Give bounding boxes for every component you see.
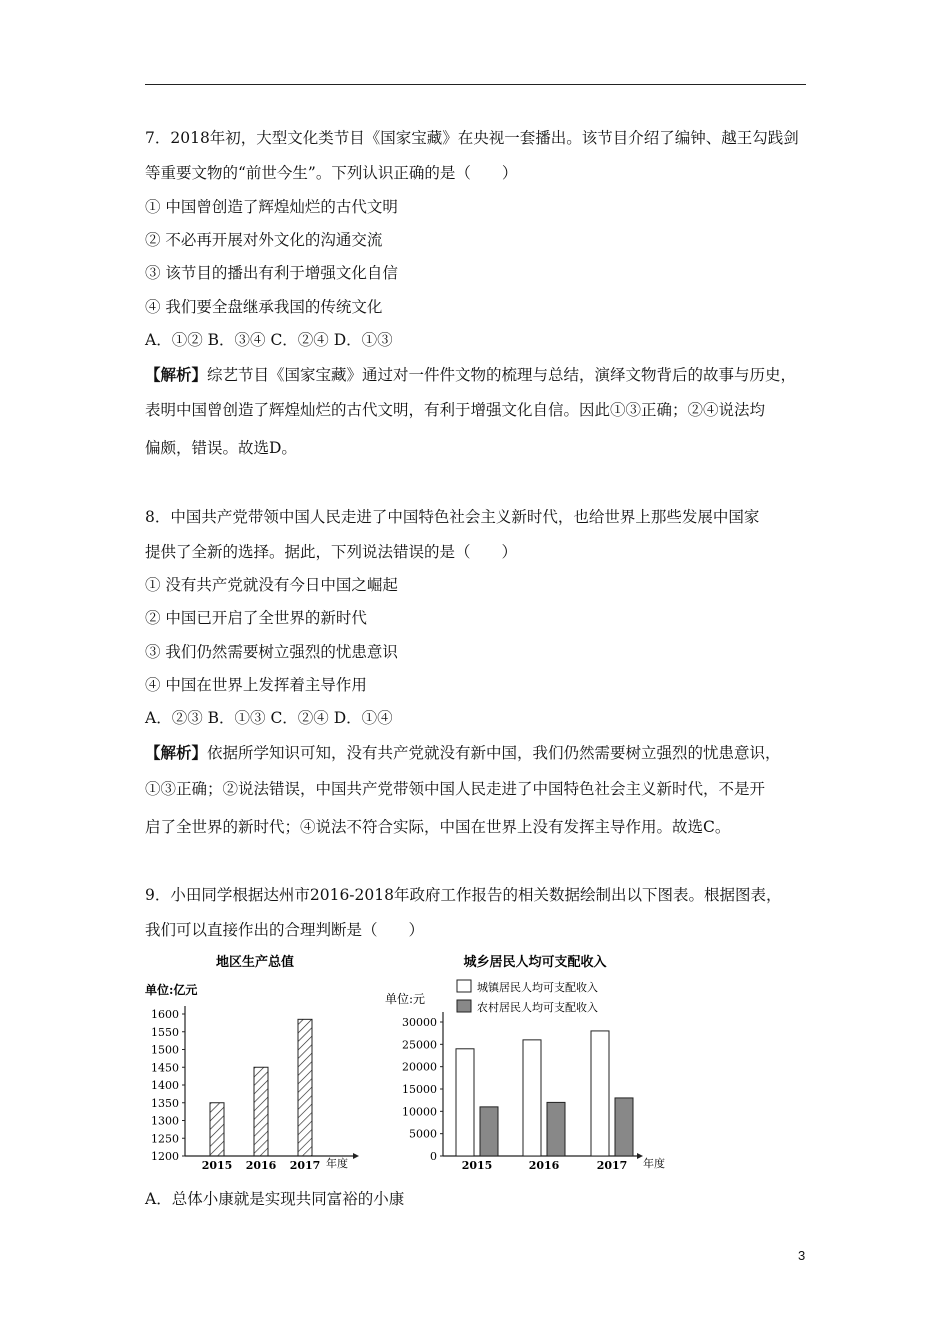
q9-option-a: A．总体小康就是实现共同富裕的小康 (145, 1190, 405, 1208)
income-y-tick-label: 15000 (402, 1083, 437, 1096)
income-y-tick-label: 10000 (402, 1105, 437, 1119)
q9-stem-line1: 9．小田同学根据达州市2016-2018年政府工作报告的相关数据绘制出以下图表。根据图表， (145, 886, 782, 904)
q7-stem-line2: 等重要文物的“前世今生”。下列认识正确的是（ ） (145, 164, 518, 182)
income-chart-xlabel: 年度 (643, 1157, 665, 1170)
income-x-tick-label: 2015 (461, 1159, 493, 1172)
legend-urban-label: 城镇居民人均可支配收入 (477, 981, 598, 994)
q8-option-1: ① 没有共产党就没有今日中国之崛起 (145, 576, 398, 594)
page-number: 3 (798, 1248, 806, 1263)
q7-option-1: ① 中国曾创造了辉煌灿烂的古代文明 (145, 198, 398, 216)
income-chart-ylabel: 单位:元 (385, 992, 426, 1006)
q7-stem-line1: 7．2018年初，大型文化类节目《国家宝藏》在央视一套播出。该节目介绍了编钟、越王勾践剑 (145, 129, 799, 147)
income-urban-bar (591, 1031, 609, 1156)
income-rural-bar (615, 1098, 633, 1156)
q8-analysis-line2: ①③正确；②说法错误，中国共产党带领中国人民走进了中国特色社会主义新时代，不是开 (145, 780, 766, 798)
gdp-y-tick-label: 1300 (151, 1114, 179, 1128)
gdp-bar (210, 1103, 224, 1156)
q8-stem-line2: 提供了全新的选择。据此，下列说法错误的是（ ） (145, 543, 518, 561)
income-x-tick-label: 2017 (596, 1159, 628, 1172)
gdp-x-tick-label: 2016 (245, 1159, 277, 1172)
gdp-x-tick-label: 2017 (289, 1159, 321, 1172)
income-rural-bar (480, 1107, 498, 1156)
income-chart-title: 城乡居民人均可支配收入 (463, 955, 607, 970)
gdp-chart-ylabel: 单位:亿元 (145, 983, 198, 997)
income-y-tick-label: 20000 (402, 1060, 437, 1074)
gdp-y-tick-label: 1200 (151, 1150, 179, 1163)
q8-analysis-line3: 启了全世界的新时代；④说法不符合实际，中国在世界上没有发挥主导作用。故选C。 (145, 818, 731, 836)
gdp-chart-title: 地区生产总值 (215, 955, 295, 970)
q9-stem-line2: 我们可以直接作出的合理判断是（ ） (145, 921, 425, 939)
q8-option-2: ② 中国已开启了全世界的新时代 (145, 609, 367, 627)
gdp-y-tick-label: 1350 (151, 1096, 179, 1110)
legend-rural-label: 农村居民人均可支配收入 (477, 1001, 598, 1014)
gdp-chart (145, 948, 365, 1178)
legend-rural-swatch (457, 1000, 471, 1012)
gdp-y-tick-label: 1550 (151, 1025, 179, 1039)
gdp-chart-xlabel: 年度 (326, 1157, 348, 1170)
gdp-y-tick-label: 1250 (151, 1132, 179, 1146)
gdp-y-tick-label: 1500 (151, 1043, 179, 1057)
income-y-tick-label: 30000 (402, 1016, 437, 1029)
q8-analysis-line1 (145, 743, 781, 763)
q7-analysis-line3: 偏颇，错误。故选D。 (145, 439, 297, 457)
gdp-x-arrow (353, 1153, 359, 1159)
q8-analysis-tag: 【解析】 (145, 743, 208, 762)
q8-option-3: ③ 我们仍然需要树立强烈的忧患意识 (145, 643, 398, 661)
income-x-tick-label: 2016 (528, 1159, 560, 1172)
q8-option-4: ④ 中国在世界上发挥着主导作用 (145, 676, 367, 694)
gdp-bar (254, 1067, 268, 1156)
income-y-tick-label: 5000 (409, 1127, 437, 1141)
q7-choices: A．①② B．③④ C．②④ D．①③ (145, 331, 393, 349)
q7-analysis-line1 (145, 365, 796, 385)
q7-option-4: ④ 我们要全盘继承我国的传统文化 (145, 298, 383, 316)
income-rural-bar (547, 1102, 565, 1156)
q8-analysis-text: 依据所学知识可知，没有共产党就没有新中国，我们仍然需要树立强烈的忧患意识， (207, 744, 781, 762)
gdp-bar (298, 1019, 312, 1156)
income-y-tick-label: 0 (430, 1150, 437, 1163)
q7-analysis-line2: 表明中国曾创造了辉煌灿烂的古代文明，有利于增强文化自信。因此①③正确；②④说法均 (145, 401, 766, 419)
gdp-x-tick-label: 2015 (201, 1159, 233, 1172)
legend-urban-swatch (457, 980, 471, 992)
q7-analysis-tag: 【解析】 (145, 365, 208, 384)
income-urban-bar (456, 1049, 474, 1156)
q7-option-2: ② 不必再开展对外文化的沟通交流 (145, 231, 383, 249)
gdp-y-tick-label: 1450 (151, 1061, 179, 1075)
q7-analysis-text: 综艺节目《国家宝藏》通过对一件件文物的梳理与总结，演绎文物背后的故事与历史， (207, 366, 797, 384)
header-rule (145, 84, 806, 85)
gdp-y-tick-label: 1600 (151, 1008, 179, 1021)
q7-option-3: ③ 该节目的播出有利于增强文化自信 (145, 264, 398, 282)
income-y-tick-label: 25000 (402, 1038, 437, 1052)
income-chart (385, 948, 705, 1178)
income-urban-bar (523, 1040, 541, 1156)
q8-stem-line1: 8．中国共产党带领中国人民走进了中国特色社会主义新时代，也给世界上那些发展中国家 (145, 508, 760, 526)
q8-choices: A．②③ B．①③ C．②④ D．①④ (145, 709, 393, 727)
gdp-y-tick-label: 1400 (151, 1079, 179, 1092)
